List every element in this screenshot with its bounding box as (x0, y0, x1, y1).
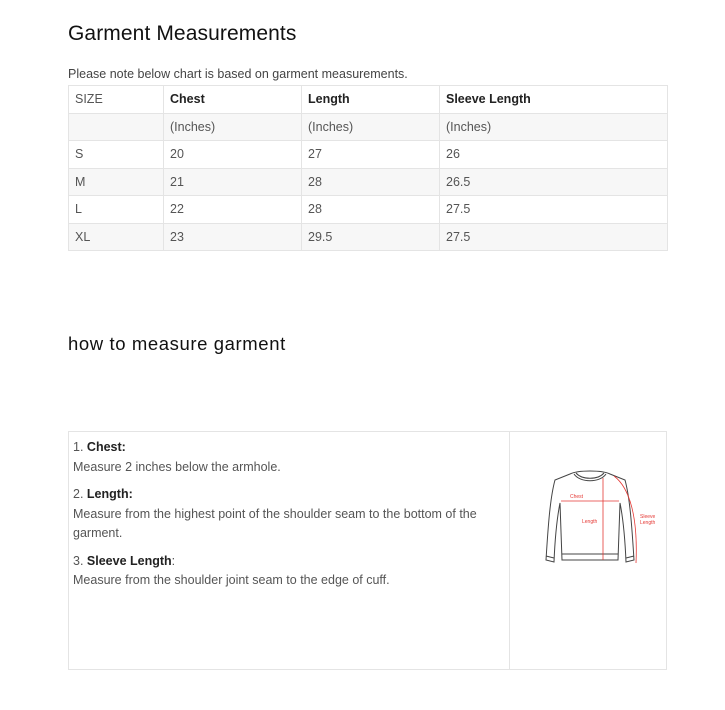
unit-sleeve-length: (Inches) (440, 113, 668, 141)
cell-sleeve-length: 27.5 (440, 196, 668, 224)
cell-size: XL (69, 223, 164, 251)
section-title: how to measure garment (68, 333, 286, 354)
chart-note: Please note below chart is based on garment measurements. (68, 67, 408, 81)
measure-instructions (69, 432, 510, 669)
page-title: Garment Measurements (68, 22, 297, 45)
instruction-desc: Measure from the highest point of the shoulder seam to the bottom of the garment. (73, 506, 477, 540)
header-chest: Chest (164, 86, 302, 114)
cell-length: 29.5 (302, 223, 440, 251)
sleeve-label-line2: Length (640, 520, 655, 526)
size-chart-table (68, 85, 668, 251)
cell-sleeve-length: 26 (440, 141, 668, 169)
chest-label: Chest (570, 494, 584, 500)
instruction-label-suffix: : (171, 553, 176, 568)
cell-chest: 23 (164, 223, 302, 251)
table-row (69, 223, 668, 251)
unit-chest: (Inches) (164, 113, 302, 141)
instruction-label: Length: (86, 487, 133, 501)
cell-size: M (69, 168, 164, 196)
cell-size: S (69, 141, 164, 169)
cell-chest: 20 (164, 141, 302, 169)
instruction-length (73, 485, 505, 544)
sleeve-label-line1: Sleeve (640, 514, 655, 520)
header-size: SIZE (69, 86, 164, 114)
instruction-desc: Measure from the shoulder joint seam to the edge of cuff. (73, 573, 390, 587)
cell-length: 28 (302, 196, 440, 224)
instruction-number: 3. (73, 553, 84, 568)
cell-length: 28 (302, 168, 440, 196)
cell-size: L (69, 196, 164, 224)
unit-size (69, 113, 164, 141)
unit-length: (Inches) (302, 113, 440, 141)
cell-length: 27 (302, 141, 440, 169)
instruction-sleeve-length (73, 552, 505, 591)
measure-guide-table (68, 431, 667, 670)
header-length: Length (302, 86, 440, 114)
cell-sleeve-length: 27.5 (440, 223, 668, 251)
table-row (69, 141, 668, 169)
table-header-row (69, 86, 668, 114)
sweater-illustration (530, 468, 655, 573)
table-units-row (69, 113, 668, 141)
length-label: Length (582, 519, 598, 525)
table-row (69, 196, 668, 224)
header-sleeve-length: Sleeve Length (440, 86, 668, 114)
instruction-chest (73, 438, 505, 477)
cell-chest: 22 (164, 196, 302, 224)
table-row (69, 168, 668, 196)
instruction-number: 2. (73, 487, 84, 501)
instruction-desc: Measure 2 inches below the armhole. (73, 459, 281, 474)
instruction-number: 1. (73, 440, 84, 454)
instruction-label: Sleeve Length (86, 553, 172, 568)
instruction-label: Chest: (86, 440, 126, 454)
cell-sleeve-length: 26.5 (440, 168, 668, 196)
sweater-diagram (510, 432, 666, 669)
cell-chest: 21 (164, 168, 302, 196)
